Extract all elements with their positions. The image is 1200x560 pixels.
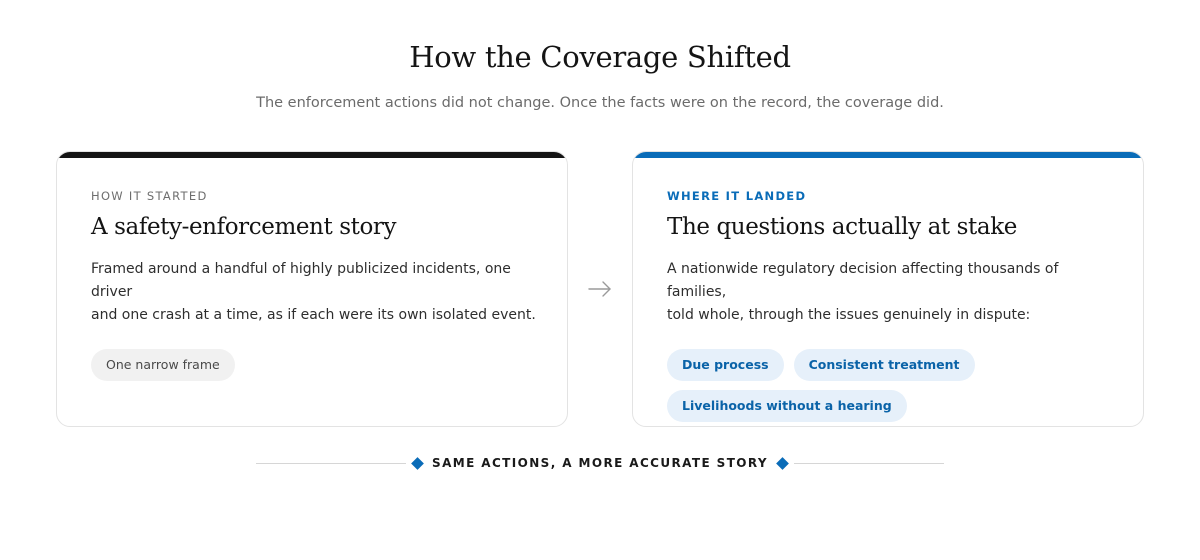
card-body-line: Framed around a handful of highly publicized incidents, one driver (91, 261, 511, 300)
card-body-line: and one crash at a time, as if each were its own isolated event. (91, 307, 536, 323)
tag-pill: One narrow frame (91, 349, 235, 381)
card-where-it-landed (632, 151, 1144, 427)
tag-pill-due-process: Due process (667, 349, 784, 381)
footer-label: SAME ACTIONS, A MORE ACCURATE STORY (432, 456, 768, 470)
tag-pill-consistent-treatment: Consistent treatment (794, 349, 975, 381)
footer-caption (256, 452, 944, 474)
divider-line (256, 463, 406, 464)
card-heading: The questions actually at stake (667, 214, 1017, 240)
arrow-right-icon (584, 276, 616, 302)
card-heading: A safety-enforcement story (91, 214, 397, 240)
page-title: How the Coverage Shifted (409, 40, 791, 74)
tag-pill-livelihoods: Livelihoods without a hearing (667, 390, 907, 422)
card-eyebrow: WHERE IT LANDED (667, 189, 807, 203)
card-body-line: A nationwide regulatory decision affecting thousands of families, (667, 261, 1059, 300)
diamond-icon (776, 457, 789, 470)
card-body (91, 258, 537, 327)
card-accent-bar (57, 152, 567, 158)
page-subtitle: The enforcement actions did not change. Once the facts were on the record, the coverage did. (256, 95, 944, 111)
card-accent-bar (633, 152, 1143, 158)
card-body (667, 258, 1113, 327)
tag-list (667, 349, 1113, 422)
card-eyebrow: HOW IT STARTED (91, 189, 208, 203)
card-body-line: told whole, through the issues genuinely in dispute: (667, 307, 1031, 323)
tag-list (91, 349, 537, 381)
card-how-it-started (56, 151, 568, 427)
divider-line (794, 463, 944, 464)
diamond-icon (411, 457, 424, 470)
